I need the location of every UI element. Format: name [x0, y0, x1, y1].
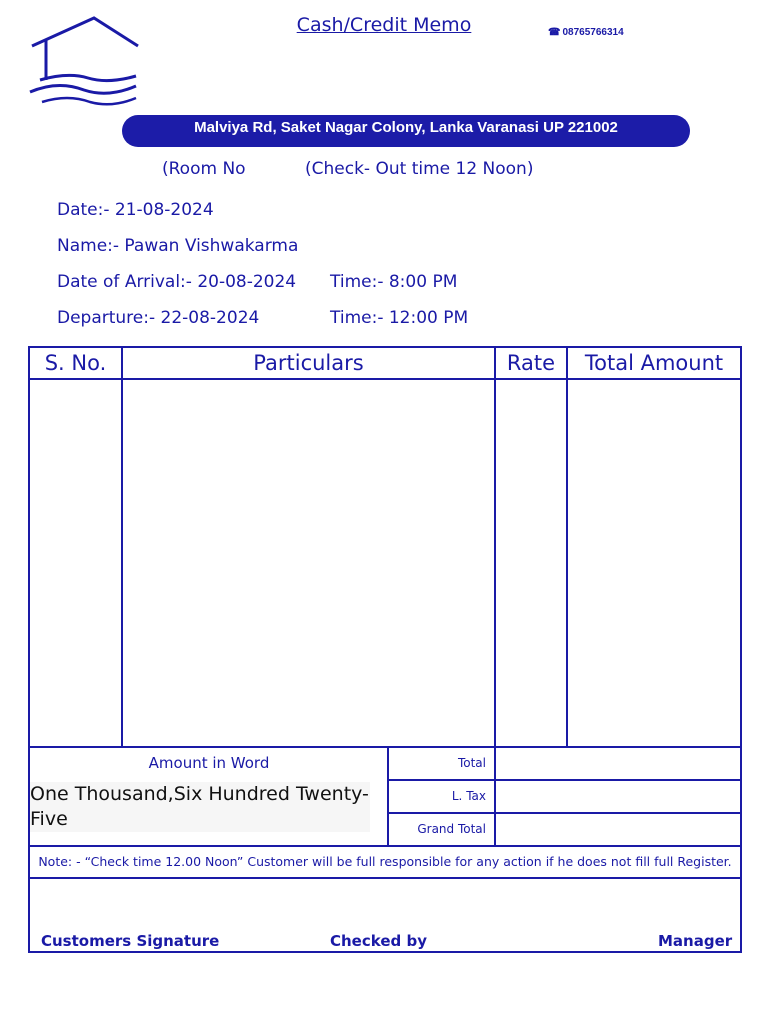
tax-label: L. Tax [451, 789, 486, 803]
column-header-total-amount: Total Amount [584, 351, 724, 375]
column-header-sno: S. No. [44, 351, 107, 375]
amount-in-word-label: Amount in Word [148, 754, 270, 772]
sno-column-divider [121, 346, 123, 748]
checkout-time-note: (Check- Out time 12 Noon) [305, 159, 534, 179]
address-banner: Malviya Rd, Saket Nagar Colony, Lanka Varanasi UP 221002 [122, 115, 690, 147]
total-label: Total [457, 756, 486, 770]
note-bottom-divider [28, 877, 742, 879]
total-row-divider [388, 779, 742, 781]
header-row-divider [28, 378, 742, 380]
manager-label: Manager [658, 932, 733, 950]
grand-total-label: Grand Total [417, 822, 486, 836]
checked-by-label: Checked by [330, 932, 427, 950]
arrival-date: Date of Arrival:- 20-08-2024 [57, 272, 297, 292]
house-waves-logo [28, 14, 142, 114]
column-header-particulars: Particulars [253, 351, 364, 375]
rate-column-divider [566, 346, 568, 748]
arrival-time: Time:- 8:00 PM [330, 272, 458, 292]
column-header-rate: Rate [506, 351, 556, 375]
phone-number [548, 27, 624, 38]
amount-in-word-value: One Thousand,Six Hundred Twenty-Five [30, 783, 369, 830]
room-no-label: (Room No [162, 159, 246, 179]
tax-row-divider [388, 812, 742, 814]
totals-bottom-divider [28, 845, 742, 847]
terms-note: Note: - “Check time 12.00 Noon” Customer will be full responsible for any action if he does not fill full Register. [38, 854, 732, 869]
departure-time: Time:- 12:00 PM [330, 308, 469, 328]
telephone-icon: ☎ [548, 27, 561, 38]
particulars-column-divider [494, 346, 496, 846]
memo-date: Date:- 21-08-2024 [57, 200, 214, 220]
guest-name: Name:- Pawan Vishwakarma [57, 236, 299, 256]
customer-signature-label: Customers Signature [41, 932, 220, 950]
departure-date: Departure:- 22-08-2024 [57, 308, 260, 328]
phone-value: 08765766314 [562, 27, 624, 38]
memo-title: Cash/Credit Memo [296, 14, 472, 36]
body-bottom-divider [28, 746, 742, 748]
